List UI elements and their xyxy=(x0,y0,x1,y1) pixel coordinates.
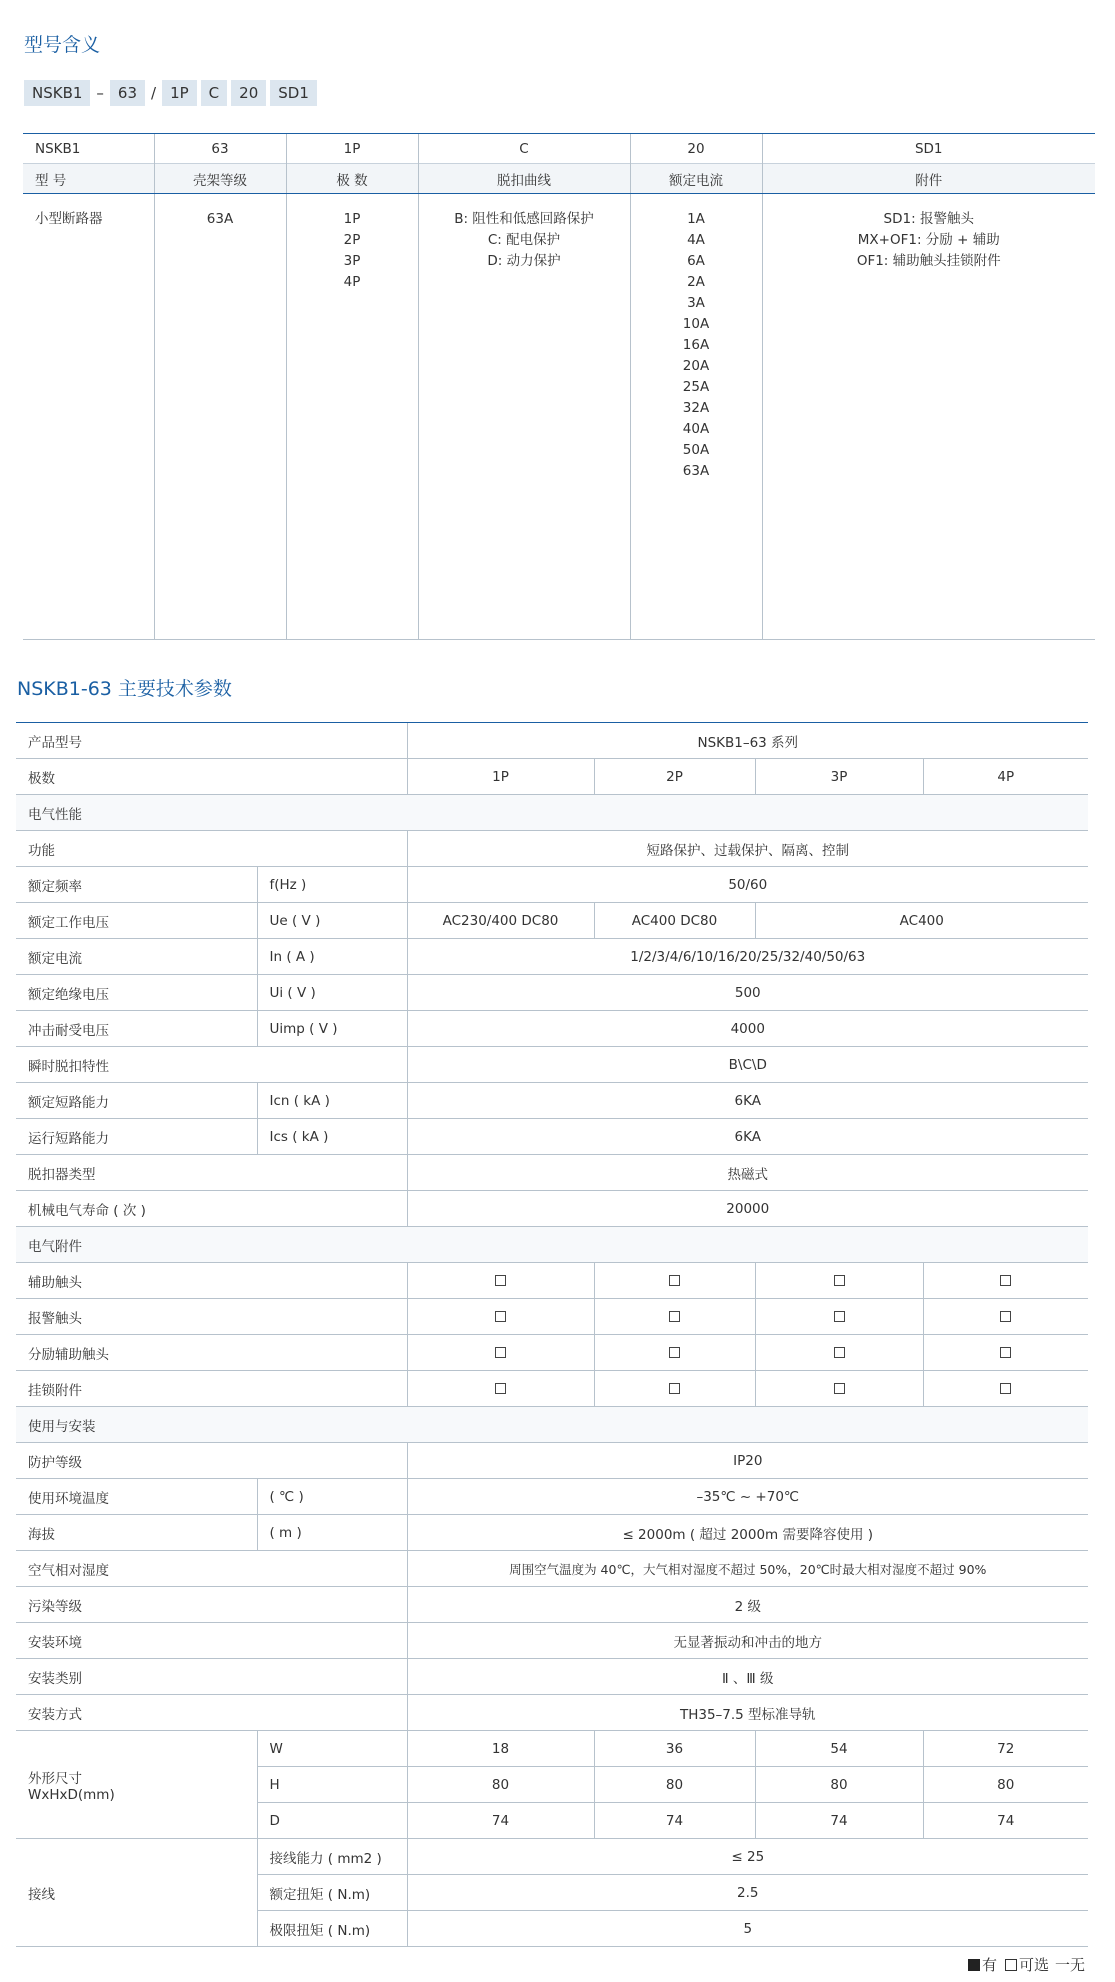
currents-list xyxy=(630,194,762,640)
cell-value: 6KA xyxy=(407,1083,1088,1119)
section-heading: 使用与安装 xyxy=(16,1407,1088,1443)
cell-value: 6KA xyxy=(407,1119,1088,1155)
list-item: 2A xyxy=(687,274,705,290)
row-symbol: ( m ) xyxy=(257,1515,407,1551)
row-label: 额定绝缘电压 xyxy=(16,975,257,1011)
row-label: 额定短路能力 xyxy=(16,1083,257,1119)
empty-square-icon xyxy=(669,1275,680,1286)
option-cell xyxy=(755,1335,923,1371)
code-series: NSKB1 xyxy=(24,80,90,106)
list-item: 1P xyxy=(343,211,361,227)
row-label: 功能 xyxy=(16,831,407,867)
list-item: 25A xyxy=(682,379,710,395)
table-row xyxy=(23,134,1095,164)
header-code: NSKB1 xyxy=(23,134,154,164)
row-label: 使用环境温度 xyxy=(16,1479,257,1515)
header-name: 附件 xyxy=(762,164,1095,194)
model-meaning-table xyxy=(23,133,1095,640)
table-row xyxy=(16,1119,1088,1155)
empty-square-icon xyxy=(495,1347,506,1358)
cell-value: 4000 xyxy=(407,1011,1088,1047)
cell-value: 500 xyxy=(407,975,1088,1011)
row-label: 冲击耐受电压 xyxy=(16,1011,257,1047)
section-heading: 电气性能 xyxy=(16,795,1088,831)
cell-value: NSKB1–63 系列 xyxy=(407,723,1088,759)
option-cell xyxy=(923,1335,1088,1371)
option-cell xyxy=(923,1299,1088,1335)
code-current: 20 xyxy=(231,80,266,106)
empty-square-icon xyxy=(1005,1959,1017,1971)
option-cell xyxy=(923,1263,1088,1299)
table-row xyxy=(16,1623,1088,1659)
cell-value: 20000 xyxy=(407,1191,1088,1227)
row-symbol: f(Hz ) xyxy=(257,867,407,903)
header-code: C xyxy=(418,134,630,164)
row-label: 空气相对湿度 xyxy=(16,1551,407,1587)
cell-value: 3P xyxy=(755,759,923,795)
table-row xyxy=(16,867,1088,903)
row-label: 运行短路能力 xyxy=(16,1119,257,1155)
cell-value: Ⅱ 、Ⅲ 级 xyxy=(407,1659,1088,1695)
row-label: 额定电流 xyxy=(16,939,257,975)
empty-square-icon xyxy=(834,1275,845,1286)
legend-have: 有 xyxy=(981,1956,997,1974)
cell-value: 80 xyxy=(923,1767,1088,1803)
list-item: OF1: 辅助触头挂锁附件 xyxy=(856,253,1001,269)
cell-value: –35℃ ~ +70℃ xyxy=(407,1479,1088,1515)
cell-value: 周围空气温度为 40℃，大气相对湿度不超过 50%，20℃时最大相对湿度不超过 90% xyxy=(407,1551,1088,1587)
code-curve: C xyxy=(201,80,227,106)
option-cell xyxy=(594,1371,755,1407)
empty-square-icon xyxy=(834,1347,845,1358)
table-row xyxy=(16,1515,1088,1551)
cell-value: 50/60 xyxy=(407,867,1088,903)
header-name: 型 号 xyxy=(23,164,154,194)
table-row xyxy=(16,1407,1088,1443)
header-code: 1P xyxy=(286,134,418,164)
header-name: 脱扣曲线 xyxy=(418,164,630,194)
list-item: 6A xyxy=(687,253,705,269)
row-label: 瞬时脱扣特性 xyxy=(16,1047,407,1083)
cell-value: 1P xyxy=(407,759,594,795)
list-item: 40A xyxy=(682,421,710,437)
row-label: 产品型号 xyxy=(16,723,407,759)
list-item: 10A xyxy=(682,316,710,332)
list-item: 1A xyxy=(687,211,705,227)
table-row xyxy=(16,1695,1088,1731)
row-label: 安装环境 xyxy=(16,1623,407,1659)
row-label: 报警触头 xyxy=(16,1299,407,1335)
table-row xyxy=(16,1263,1088,1299)
table-row xyxy=(23,194,1095,640)
row-symbol: 接线能力 ( mm2 ) xyxy=(257,1839,407,1875)
header-code: SD1 xyxy=(762,134,1095,164)
table-row xyxy=(16,1587,1088,1623)
cell-value: 无显著振动和冲击的地方 xyxy=(407,1623,1088,1659)
empty-square-icon xyxy=(669,1383,680,1394)
accessories-list xyxy=(762,194,1095,640)
legend xyxy=(968,1954,1085,1975)
empty-square-icon xyxy=(1000,1383,1011,1394)
cell-value: IP20 xyxy=(407,1443,1088,1479)
list-item: D: 动力保护 xyxy=(487,253,561,269)
row-symbol: 极限扭矩 ( N.m) xyxy=(257,1911,407,1947)
row-label: 分励辅助触头 xyxy=(16,1335,407,1371)
legend-optional: 可选 xyxy=(1018,1956,1049,1974)
header-name: 额定电流 xyxy=(630,164,762,194)
list-item: 16A xyxy=(682,337,710,353)
row-label: 接线 xyxy=(16,1839,257,1947)
list-item: B: 阻性和低感回路保护 xyxy=(454,211,594,227)
cell-value: TH35–7.5 型标准导轨 xyxy=(407,1695,1088,1731)
row-label: 污染等级 xyxy=(16,1587,407,1623)
row-label: 机械电气寿命 ( 次 ) xyxy=(16,1191,407,1227)
option-cell xyxy=(407,1335,594,1371)
list-item: SD1: 报警触头 xyxy=(883,211,974,227)
option-cell xyxy=(923,1371,1088,1407)
list-item: 3P xyxy=(343,253,361,269)
table-row xyxy=(16,1371,1088,1407)
cell-value: ≤ 25 xyxy=(407,1839,1088,1875)
row-label: 极数 xyxy=(16,759,407,795)
row-label: 脱扣器类型 xyxy=(16,1155,407,1191)
code-poles: 1P xyxy=(162,80,197,106)
curves-list xyxy=(418,194,630,640)
list-item: C: 配电保护 xyxy=(487,232,561,248)
option-cell xyxy=(407,1263,594,1299)
dim-label: 外形尺寸 xyxy=(28,1770,82,1787)
section-heading: 电气附件 xyxy=(16,1227,1088,1263)
cell-value: AC230/400 DC80 xyxy=(407,903,594,939)
option-cell xyxy=(755,1299,923,1335)
filled-square-icon xyxy=(968,1959,980,1971)
list-item: 4P xyxy=(343,274,361,290)
table-row xyxy=(16,1191,1088,1227)
empty-square-icon xyxy=(669,1311,680,1322)
header-name: 极 数 xyxy=(286,164,418,194)
option-cell xyxy=(594,1299,755,1335)
list-item: 20A xyxy=(682,358,710,374)
row-label: 海拔 xyxy=(16,1515,257,1551)
cell-value: 74 xyxy=(755,1803,923,1839)
list-item: 4A xyxy=(687,232,705,248)
cell-value: 80 xyxy=(755,1767,923,1803)
list-item: 2P xyxy=(343,232,361,248)
table-row xyxy=(16,1011,1088,1047)
row-symbol: H xyxy=(257,1767,407,1803)
table-row xyxy=(16,1335,1088,1371)
header-code: 20 xyxy=(630,134,762,164)
table-row xyxy=(16,831,1088,867)
empty-square-icon xyxy=(669,1347,680,1358)
option-cell xyxy=(755,1263,923,1299)
list-item: 32A xyxy=(682,400,710,416)
cell-value: B\C\D xyxy=(407,1047,1088,1083)
table-row xyxy=(16,1047,1088,1083)
cell-value: AC400 DC80 xyxy=(594,903,755,939)
empty-square-icon xyxy=(495,1311,506,1322)
row-symbol: W xyxy=(257,1731,407,1767)
cell-value: ≤ 2000m ( 超过 2000m 需要降容使用 ) xyxy=(407,1515,1088,1551)
table-row xyxy=(23,164,1095,194)
model-meaning-title: 型号含义 xyxy=(24,34,101,56)
option-cell xyxy=(594,1263,755,1299)
code-accessory: SD1 xyxy=(270,80,317,106)
list-item: MX+OF1: 分励 + 辅助 xyxy=(857,232,1000,248)
tech-params-title: NSKB1-63 主要技术参数 xyxy=(17,678,232,700)
model-code xyxy=(24,80,317,106)
cell-value: 短路保护、过载保护、隔离、控制 xyxy=(407,831,1088,867)
row-label: 防护等级 xyxy=(16,1443,407,1479)
empty-square-icon xyxy=(1000,1275,1011,1286)
table-row xyxy=(16,1839,1088,1875)
row-label: 辅助触头 xyxy=(16,1263,407,1299)
empty-square-icon xyxy=(1000,1347,1011,1358)
table-row xyxy=(16,1479,1088,1515)
dim-label-units: WxHxD(mm) xyxy=(28,1786,115,1803)
cell-value: 4P xyxy=(923,759,1088,795)
frame-rating: 63A xyxy=(154,194,286,640)
table-row xyxy=(16,759,1088,795)
cell-value: 80 xyxy=(594,1767,755,1803)
table-row xyxy=(16,1083,1088,1119)
row-label: 挂锁附件 xyxy=(16,1371,407,1407)
cell-value: 36 xyxy=(594,1731,755,1767)
cell-value: 18 xyxy=(407,1731,594,1767)
row-symbol: Ui ( V ) xyxy=(257,975,407,1011)
cell-value: 80 xyxy=(407,1767,594,1803)
empty-square-icon xyxy=(834,1383,845,1394)
cell-value: AC400 xyxy=(755,903,1088,939)
row-symbol: Icn ( kA ) xyxy=(257,1083,407,1119)
row-label: 额定频率 xyxy=(16,867,257,903)
row-symbol: Ue ( V ) xyxy=(257,903,407,939)
cell-value: 74 xyxy=(923,1803,1088,1839)
row-symbol: D xyxy=(257,1803,407,1839)
row-label: 安装类别 xyxy=(16,1659,407,1695)
table-row xyxy=(16,795,1088,831)
row-label: 额定工作电压 xyxy=(16,903,257,939)
table-row xyxy=(16,1443,1088,1479)
table-row xyxy=(16,1659,1088,1695)
row-symbol: Uimp ( V ) xyxy=(257,1011,407,1047)
table-row xyxy=(16,1227,1088,1263)
cell-value: 72 xyxy=(923,1731,1088,1767)
table-row xyxy=(16,1731,1088,1767)
option-cell xyxy=(407,1371,594,1407)
code-dash: – xyxy=(96,84,104,102)
cell-value: 5 xyxy=(407,1911,1088,1947)
poles-list xyxy=(286,194,418,640)
row-symbol: Ics ( kA ) xyxy=(257,1119,407,1155)
option-cell xyxy=(755,1371,923,1407)
option-cell xyxy=(407,1299,594,1335)
empty-square-icon xyxy=(495,1275,506,1286)
table-row xyxy=(16,939,1088,975)
table-row xyxy=(16,1299,1088,1335)
cell-value: 2P xyxy=(594,759,755,795)
row-symbol: ( ℃ ) xyxy=(257,1479,407,1515)
cell-value: 2.5 xyxy=(407,1875,1088,1911)
cell-value: 54 xyxy=(755,1731,923,1767)
code-frame: 63 xyxy=(110,80,145,106)
row-symbol: In ( A ) xyxy=(257,939,407,975)
table-row xyxy=(16,723,1088,759)
header-code: 63 xyxy=(154,134,286,164)
list-item: 50A xyxy=(682,442,710,458)
cell-value: 热磁式 xyxy=(407,1155,1088,1191)
option-cell xyxy=(594,1335,755,1371)
table-row xyxy=(16,1155,1088,1191)
cell-value: 2 级 xyxy=(407,1587,1088,1623)
legend-none: 一无 xyxy=(1054,1956,1085,1974)
row-symbol: 额定扭矩 ( N.m) xyxy=(257,1875,407,1911)
list-item: 63A xyxy=(682,463,710,479)
tech-params-table xyxy=(16,722,1088,1947)
breaker-type: 小型断路器 xyxy=(23,194,154,640)
table-row xyxy=(16,903,1088,939)
header-name: 壳架等级 xyxy=(154,164,286,194)
list-item: 3A xyxy=(687,295,705,311)
row-label: 安装方式 xyxy=(16,1695,407,1731)
empty-square-icon xyxy=(1000,1311,1011,1322)
cell-value: 74 xyxy=(407,1803,594,1839)
row-label xyxy=(16,1731,257,1839)
code-slash: / xyxy=(151,84,157,102)
cell-value: 1/2/3/4/6/10/16/20/25/32/40/50/63 xyxy=(407,939,1088,975)
empty-square-icon xyxy=(834,1311,845,1322)
table-row xyxy=(16,1551,1088,1587)
table-row xyxy=(16,975,1088,1011)
cell-value: 74 xyxy=(594,1803,755,1839)
empty-square-icon xyxy=(495,1383,506,1394)
